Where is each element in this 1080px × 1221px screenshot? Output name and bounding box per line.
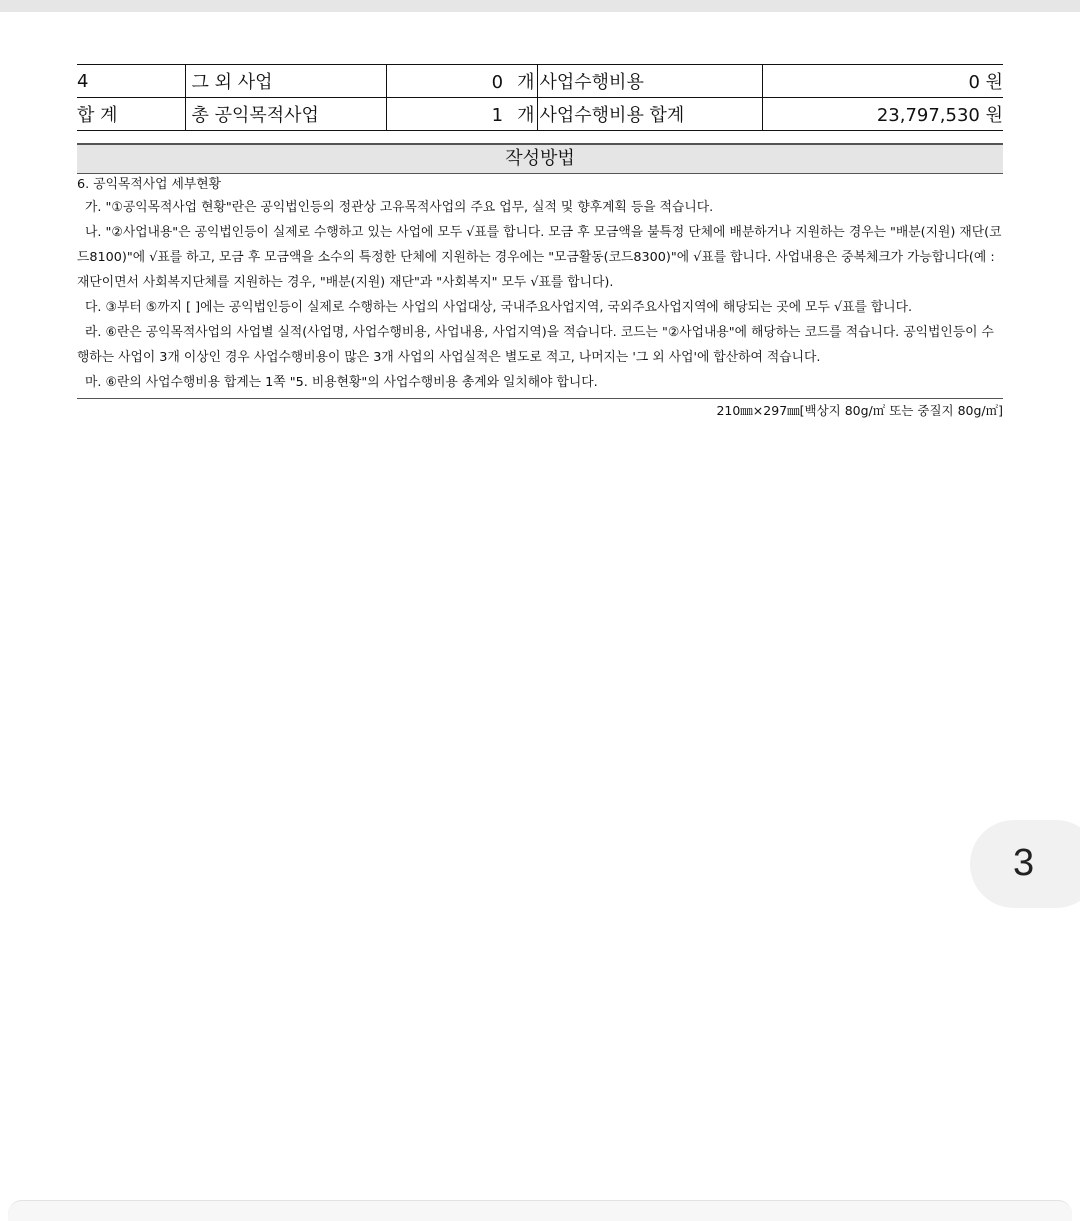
instructions-heading: 6. 공익목적사업 세부현황	[77, 177, 221, 192]
cost-label: 사업수행비용	[537, 65, 762, 98]
instructions-block	[77, 175, 1003, 395]
cost-value: 23,797,530 원	[762, 98, 1003, 131]
instruction-item: 라. ⑥란은 공익목적사업의 사업별 실적(사업명, 사업수행비용, 사업내용, 사업지역)을 적습니다. 코드는 "②사업내용"에 해당하는 코드를 적습니다. 공익법인등이 수행하는 사업이 3개 이상인 경우 사업수행비용이 많은 3개 사업의 사업실적은 별도로 적고, 나머지는 '그 외 사업'에 합산하여 적습니다.	[77, 325, 994, 365]
viewer-top-bar	[0, 0, 1080, 12]
bottom-sheet-handle[interactable]	[8, 1200, 1072, 1221]
business-count: 1 개	[386, 98, 537, 131]
cost-value: 0 원	[762, 65, 1003, 98]
paper-spec: 210㎜×297㎜[백상지 80g/㎡ 또는 중질지 80g/㎡]	[716, 403, 1003, 418]
row-number: 4	[77, 65, 185, 98]
business-category: 총 공익목적사업	[185, 98, 386, 131]
business-summary-table	[77, 64, 1003, 131]
section-title: 작성방법	[77, 143, 1003, 174]
document-page	[77, 64, 1003, 422]
instruction-item: 나. "②사업내용"은 공익법인등이 실제로 수행하고 있는 사업에 모두 √표를 합니다. 모금 후 모금액을 불특정 단체에 배분하거나 지원하는 경우는 "배분(지원) 재단(코드8100)"에 √표를 하고, 모금 후 모금액을 소수의 특정한 단체에 지원하는 경우에는 "모금활동(코드8300)"에 √표를 합니다. 사업내용은 중복체크가 가능합니다(예 : 재단이면서 사회복지단체를 지원하는 경우, "배분(지원) 재단"과 "사회복지" 모두 √표를 합니다).	[77, 225, 1002, 290]
instruction-item: 마. ⑥란의 사업수행비용 합계는 1쪽 "5. 비용현황"의 사업수행비용 총계와 일치해야 합니다.	[85, 375, 598, 390]
table-row	[77, 98, 1003, 131]
page-number: 3	[1013, 842, 1035, 884]
instruction-item: 가. "①공익목적사업 현황"란은 공익법인등의 정관상 고유목적사업의 주요 업무, 실적 및 향후계획 등을 적습니다.	[85, 200, 714, 215]
cost-label: 사업수행비용 합계	[537, 98, 762, 131]
table-row	[77, 65, 1003, 98]
business-count: 0 개	[386, 65, 537, 98]
row-number: 합 계	[77, 98, 185, 131]
business-category: 그 외 사업	[185, 65, 386, 98]
page-number-badge	[970, 820, 1080, 908]
instruction-item: 다. ③부터 ⑤까지 [ ]에는 공익법인등이 실제로 수행하는 사업의 사업대상, 국내주요사업지역, 국외주요사업지역에 해당되는 곳에 모두 √표를 합니다.	[85, 300, 913, 315]
